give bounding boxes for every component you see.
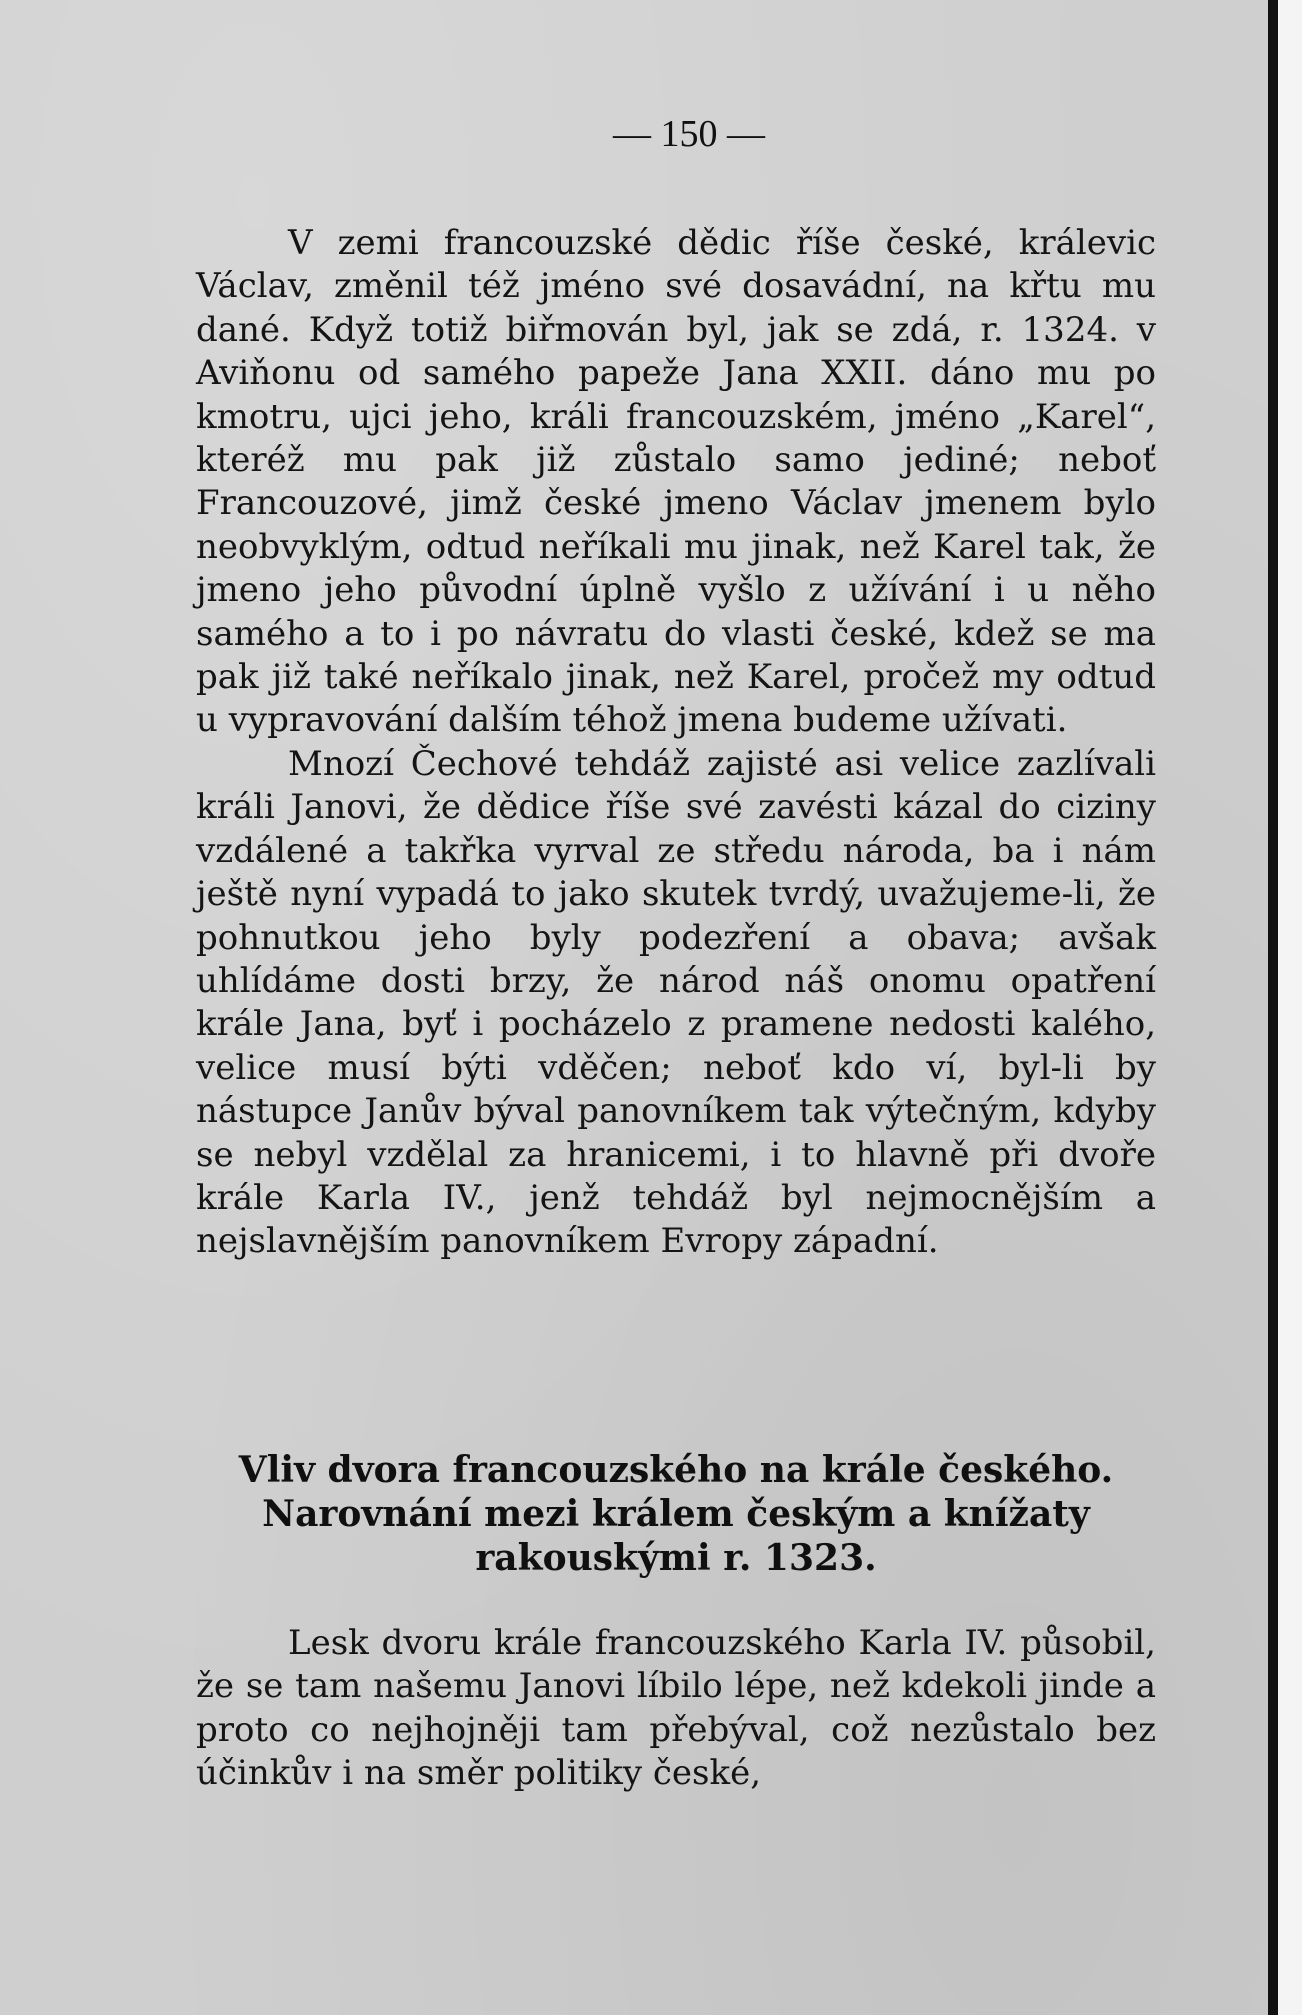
book-spine-shadow [1268,0,1278,2015]
section-heading [196,1448,1156,1580]
body-text-section-2 [196,1622,1156,1796]
paragraph-3: Lesk dvoru krále francouzského Karla IV. působil, že se tam našemu Janovi líbilo lépe, než kdekoli jinde a proto co nejhojněji tam přebýval, což nezůstalo bez účinkův i na směr politiky české, [196,1623,1156,1794]
page-number: — 150 — [613,113,765,155]
section-heading-line-2: Narovnání mezi králem českým a knížaty [262,1493,1090,1535]
section-heading-line-3: rakouskými r. 1323. [475,1537,877,1579]
section-heading-line-1: Vliv dvora francouzského na krále českého. [238,1449,1114,1491]
body-text-section-1 [196,222,1156,1264]
paragraph-1: V zemi francouzské dědic říše české, králevic Václav, změnil též jméno své dosavádní, na křtu mu dané. Když totiž biřmován byl, jak se zdá, r. 1324. v Aviňonu od samého papeže Jana XXII. dáno mu po kmotru, ujci jeho, králi francouzském, jméno „Karel“, kteréž mu pak již zůstalo samo jediné; neboť Francouzové, jimž české jmeno Václav jmenem bylo neobvyklým, odtud neříkali mu jinak, než Karel tak, že jmeno jeho původní úplně vyšlo z užívání i u něho samého a to i po návratu do vlasti české, kdež se ma pak již také neříkalo jinak, než Karel, pročež my odtud u vypravování dalším téhož jmena budeme užívati. [196,223,1156,741]
scan-margin [1278,0,1302,2015]
paragraph-2: Mnozí Čechové tehdáž zajisté asi velice zazlívali králi Janovi, že dědice říše své zavésti kázal do ciziny vzdálené a takřka vyrval ze středu národa, ba i nám ještě nyní vypadá to jako skutek tvrdý, uvažujeme-li, že pohnutkou jeho byly podezření a obava; avšak uhlídáme dosti brzy, že národ náš onomu opatření krále Jana, byť i pocházelo z pramene nedosti kalého, velice musí býti vděčen; neboť kdo ví, byl-li by nástupce Janův býval panovníkem tak výtečným, kdyby se nebyl vzdělal za hranicemi, i to hlavně při dvoře krále Karla IV., jenž tehdáž byl nejmocnějším a nejslavnějším panovníkem Evropy západní. [196,743,1156,1262]
